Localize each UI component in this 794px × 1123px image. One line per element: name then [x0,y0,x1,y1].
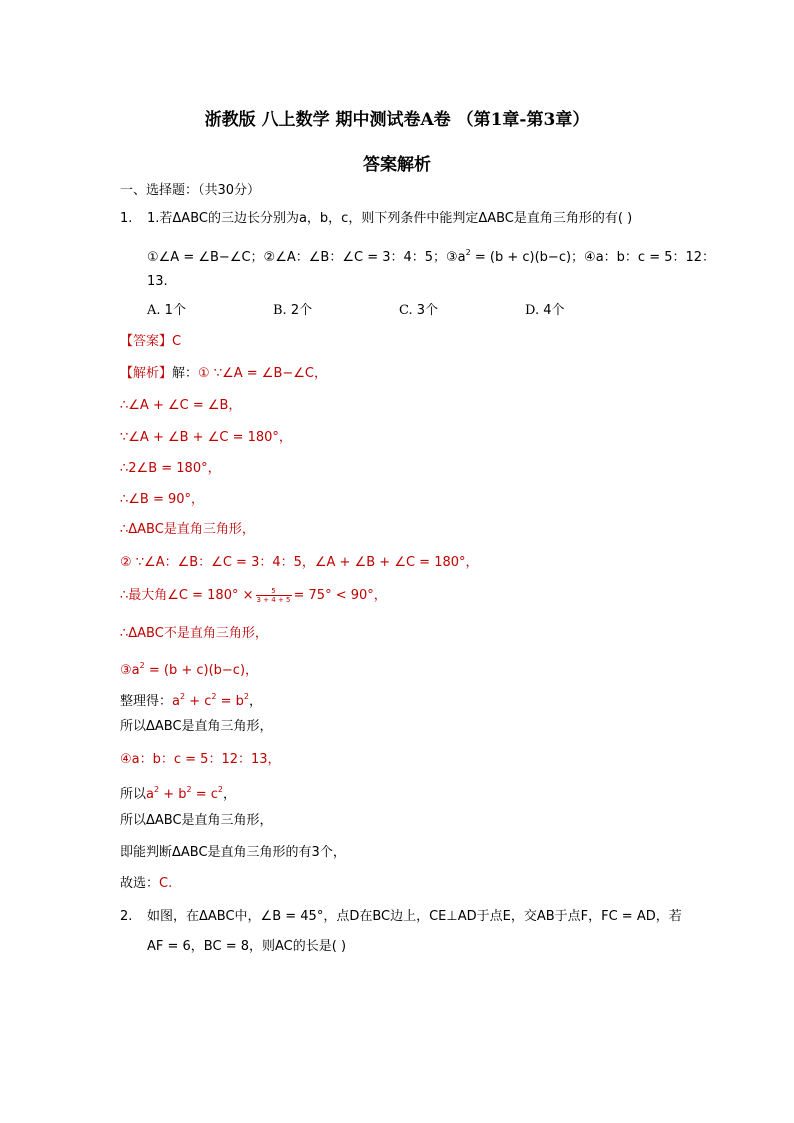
eq-term: a [172,694,180,709]
option-d [525,303,565,319]
fraction [256,587,292,604]
superscript: 2 [465,248,471,257]
analysis-line-14 [120,782,236,803]
eq-term: a [146,787,154,802]
analysis-line-13: ④a：b：c = 5：12：13， [120,752,281,767]
analysis-line-16: 即能判断ΔABC是直角三角形的有3个， [120,845,346,860]
analysis-line-17 [120,876,172,892]
option-letter: C. [399,303,413,318]
option-letter: B. [273,303,287,318]
analysis-text: ， [223,787,237,802]
condition-text: = (b + c)(b−c)；④a：b：c = 5：12： [470,250,716,265]
eq-term: + b [159,787,187,802]
analysis-text: = 75° < 90°， [293,587,387,603]
analysis-text: ③a [120,663,140,678]
analysis-text: 故选： [120,876,160,891]
analysis-line-11 [120,689,262,710]
superscript: 2 [153,785,160,794]
option-b [273,303,312,319]
analysis-line-7: ② ∵∠A：∠B：∠C = 3：4：5，∠A + ∠B + ∠C = 180°， [120,555,479,570]
eq-term: + c [185,694,212,709]
analysis-line-1 [120,366,327,382]
analysis-text: ∴最大角∠C = 180° × [120,587,254,603]
superscript: 2 [243,692,249,701]
analysis-line-5: ∴∠B = 90°， [120,492,205,507]
answer-line [120,334,181,350]
superscript: 2 [211,692,217,701]
superscript: 2 [179,692,186,701]
condition-continuation: 13. [147,274,168,289]
page-subtitle: 答案解析 [363,155,431,175]
analysis-lead: 解： [172,366,199,381]
option-text: 2个 [290,303,313,318]
analysis-text: = (b + c)(b−c)， [144,663,259,678]
question-stem: 如图，在ΔABC中，∠B = 45°，点D在BC边上，CE⊥AD于点E，交AB于点F，FC = AD，若 [147,909,682,924]
question-number: 2. [120,909,133,924]
analysis-line-8 [120,587,387,604]
analysis-line-12: 所以ΔABC是直角三角形， [120,719,273,734]
analysis-label: 【解析】 [120,366,173,381]
page-title: 浙教版 八上数学 期中测试卷A卷 （第1章-第3章） [204,110,590,130]
option-text: 1个 [164,303,186,318]
superscript: 2 [139,661,145,670]
final-choice: C. [159,876,173,891]
answer-label: 【答案】 [120,334,173,349]
analysis-line-3: ∵∠A + ∠B + ∠C = 180°， [120,430,292,445]
analysis-text: ， [249,694,263,709]
question-conditions [147,245,715,266]
option-text: 3个 [416,303,439,318]
analysis-text: ① ∵∠A = ∠B−∠C， [198,366,327,381]
analysis-text: 所以 [120,787,147,802]
condition-text: ①∠A = ∠B−∠C；②∠A：∠B：∠C = 3：4：5；③a [147,250,466,265]
option-text: 4个 [543,303,565,318]
analysis-line-2: ∴∠A + ∠C = ∠B， [120,398,242,413]
section-heading: 一、选择题：（共30分） [120,183,261,198]
question-stem: 1.若ΔABC的三边长分别为a，b，c，则下列条件中能判定ΔABC是直角三角形的有( ) [147,211,633,226]
analysis-line-15: 所以ΔABC是直角三角形， [120,813,273,828]
fraction-numerator: 5 [256,587,292,596]
superscript: 2 [217,785,223,794]
analysis-line-6: ∴ΔABC是直角三角形， [120,522,255,537]
question-stem-continuation: AF = 6，BC = 8，则AC的长是( ) [147,939,347,954]
option-letter: D. [525,303,540,318]
analysis-line-10 [120,658,258,679]
analysis-text: 整理得： [120,694,173,709]
option-a [147,303,186,319]
eq-term: = c [191,787,218,802]
equation [146,787,223,802]
fraction-denominator: 3 + 4 + 5 [256,596,291,604]
option-letter: A. [147,303,161,318]
question-number: 1. [120,211,133,226]
analysis-line-4: ∴2∠B = 180°， [120,461,221,476]
analysis-line-9: ∴ΔABC不是直角三角形， [120,626,268,641]
eq-term: = b [216,694,244,709]
answer-value: C [172,334,182,349]
superscript: 2 [186,785,192,794]
equation [172,694,249,709]
option-c [399,303,438,319]
